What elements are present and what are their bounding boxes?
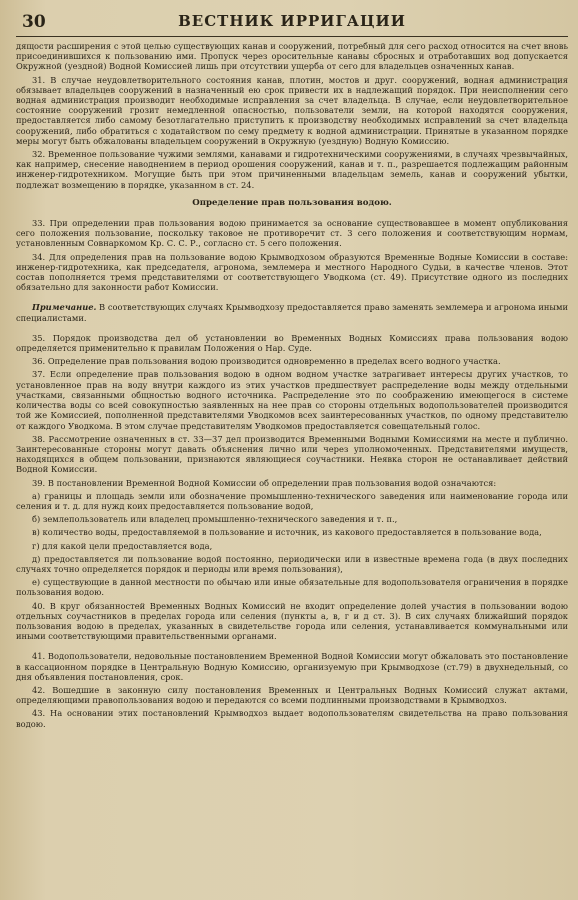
journal-title: ВЕСТНИК ИРРИГАЦИИ: [178, 12, 406, 30]
article-body: [16, 41, 568, 729]
clause-v: в) количество воды, предоставляемой в пользование и источник, из какового предоставляется в пользование вода,: [32, 527, 542, 538]
page-number: 30: [22, 12, 46, 32]
paragraph-continuation: дящости расширения с этой целью существующих канав и сооружений, потребный для сего расход относится на счет вновь присоединившихся к пользованию ими. Пропуск через оросительные канавы сбросных и отработавших вод допускается Окружной (уездной) Водной Комиссией лишь при отсутствии ущерба от сего для владельцев означенных канав.: [16, 41, 568, 72]
page-header: [16, 6, 568, 37]
paragraph-37: 37. Если определение прав пользования водою в одном водном участке затрагивает интересы других участков, то установленное прав на воду внутри каждого из этих участков предшествует распределение воды между отдельными участками, связанными общностью водного источника. Распределение это по соображению имеющегося в системе количества воды со всей совокупностью заявленных на нее прав со стороны отдельных водопользователей производится той же Комиссией, пополненной представителями Уводкомов всех заинтересованных участков, по одному представителю от каждого Уводкома. В этом случае представителям Уводкомов предоставляется совещательный голос.: [16, 369, 568, 431]
clause-e: е) существующие в данной местности по обычаю или иные обязательные для водопользователя ограничения в порядке пользования водою.: [16, 577, 568, 598]
paragraph-39: 39. В постановлении Временной Водной Комиссии об определении прав пользования водой означаются:: [32, 477, 497, 488]
paragraph-32: 32. Временное пользование чужими землями, канавами и гидротехническими сооружениями, в случаях чрезвычайных, как например, снесение наводнением в период орошения сооружений, канав и т. п., разрешается подлежащим районным инженер-гидротехником. Могущие быть при этом причиненными владельцам земель, канав и сооружений убытки, подлежат возмещению в порядке, указанном в ст. 24.: [16, 149, 568, 190]
paragraph-36: 36. Определение прав пользования водою производится одновременно в пределах всего водного участка.: [32, 356, 501, 367]
paragraph-33: 33. При определении прав пользования водою принимается за основание существовавшее в момент опубликования сего положения пользование, поскольку таковое не противоречит ст. 3 сего положения и соответствующим нормам, установленным Совнаркомом Кр. С. С. Р., согласно ст. 5 сего положения.: [16, 218, 568, 249]
clause-a: а) границы и площадь земли или обозначение промышленно-технического заведения или наименование города или селения и т. д. для нужд коих предоставляется пользование водой,: [16, 490, 568, 511]
clause-b: б) землепользователь или владелец промышленно-технического заведения и т. п.,: [32, 514, 398, 525]
note-text: В соответствующих случаях Крымводхозу предоставляется право заменять землемера и агронома иными специалистами.: [16, 302, 568, 323]
paragraph-43: 43. На основании этих постановлений Крымводхоз выдает водопользователям свидетельства на право пользования водою.: [16, 708, 568, 729]
paragraph-41: 41. Водопользователи, недовольные постановлением Временной Водной Комиссии могут обжаловать это постановление в кассационном порядке в Центральную Водную Комиссию, организуемую при Крымводхозе (ст.79) в двухнедельный, со дня объявления постановления, срок.: [16, 651, 568, 682]
paragraph-31: 31. В случае неудовлетворительного состояния канав, плотин, мостов и друг. сооружений, водная администрация обязывает владельцев сооружений в назначенный ею срок привести их в надлежащий порядок. При неисполнении сего водная администрация производит необходимые исправления за счет владельца. В случае, если неудовлетворительное состояние сооружений грозит немедленной опасностью, пользователи земли, на которой находятся сооружения, предоставляется либо самому безотлагательно приступить к производству необходимых исправлений за счет владельца сооружений, либо обратиться с ходатайством по сему предмету к водной администрации. Принятые в указанном порядке меры могут быть обжалованы владельцем сооружений в Окружную (уездную) Водную Комиссию.: [16, 74, 568, 146]
paragraph-34: 34. Для определения прав на пользование водою Крымводхозом образуются Временные Водные Комиссии в составе: инженер-гидротехника, как председателя, агронома, землемера и местного Народного Судьи, в качестве членов. Этот состав пополняется тремя представителями от соответствующего Уводкома (ст. 49). Присутствие одного из последних обязательно для законности работ Комиссии.: [16, 251, 568, 293]
note-paragraph: [16, 302, 568, 322]
paragraph-38: 38. Рассмотрение означенных в ст. 33—37 дел производится Временными Водными Комиссиями на месте и публично. Заинтересованные стороны могут давать объяснения лично или через уполномоченных. Представителями имуществ, находящихся в общем пользовании, признаются являющиеся соучастники. Неявка сторон не останавливает действий Водной Комиссии.: [16, 433, 568, 475]
paragraph-35: 35. Порядок производства дел об установлении во Временных Водных Комиссиях права пользования водою определяется применительно к правилам Положения о Нар. Суде.: [16, 332, 568, 354]
clause-g: г) для какой цели предоставляется вода,: [32, 540, 213, 551]
paragraph-42: 42. Вошедшие в законную силу постановления Временных и Центральных Водных Комиссий служат актами, определяющими правопользования водою и передаются со всеми подлинными производствами в Крымводхоз.: [16, 684, 568, 706]
note-label: Примечание.: [32, 302, 97, 313]
section-heading: Определение прав пользования водою.: [192, 197, 392, 208]
clause-d: д) предоставляется ли пользование водой постоянно, периодически или в известные времена года (в двух последних случаях точно определяется порядок и периоды или время пользования),: [16, 553, 568, 574]
paragraph-40: 40. В круг обязанностей Временных Водных Комиссий не входит определение долей участия в пользовании водою отдельных соучастников в пределах города или селения (пункты а, в, г и д ст. 3). В сих случаях ближайший порядок пользования водою в пределах, указанных в свидетельстве города или селения, устанавливается коммунальными или иными соответствующими правительственными органами.: [16, 600, 568, 642]
